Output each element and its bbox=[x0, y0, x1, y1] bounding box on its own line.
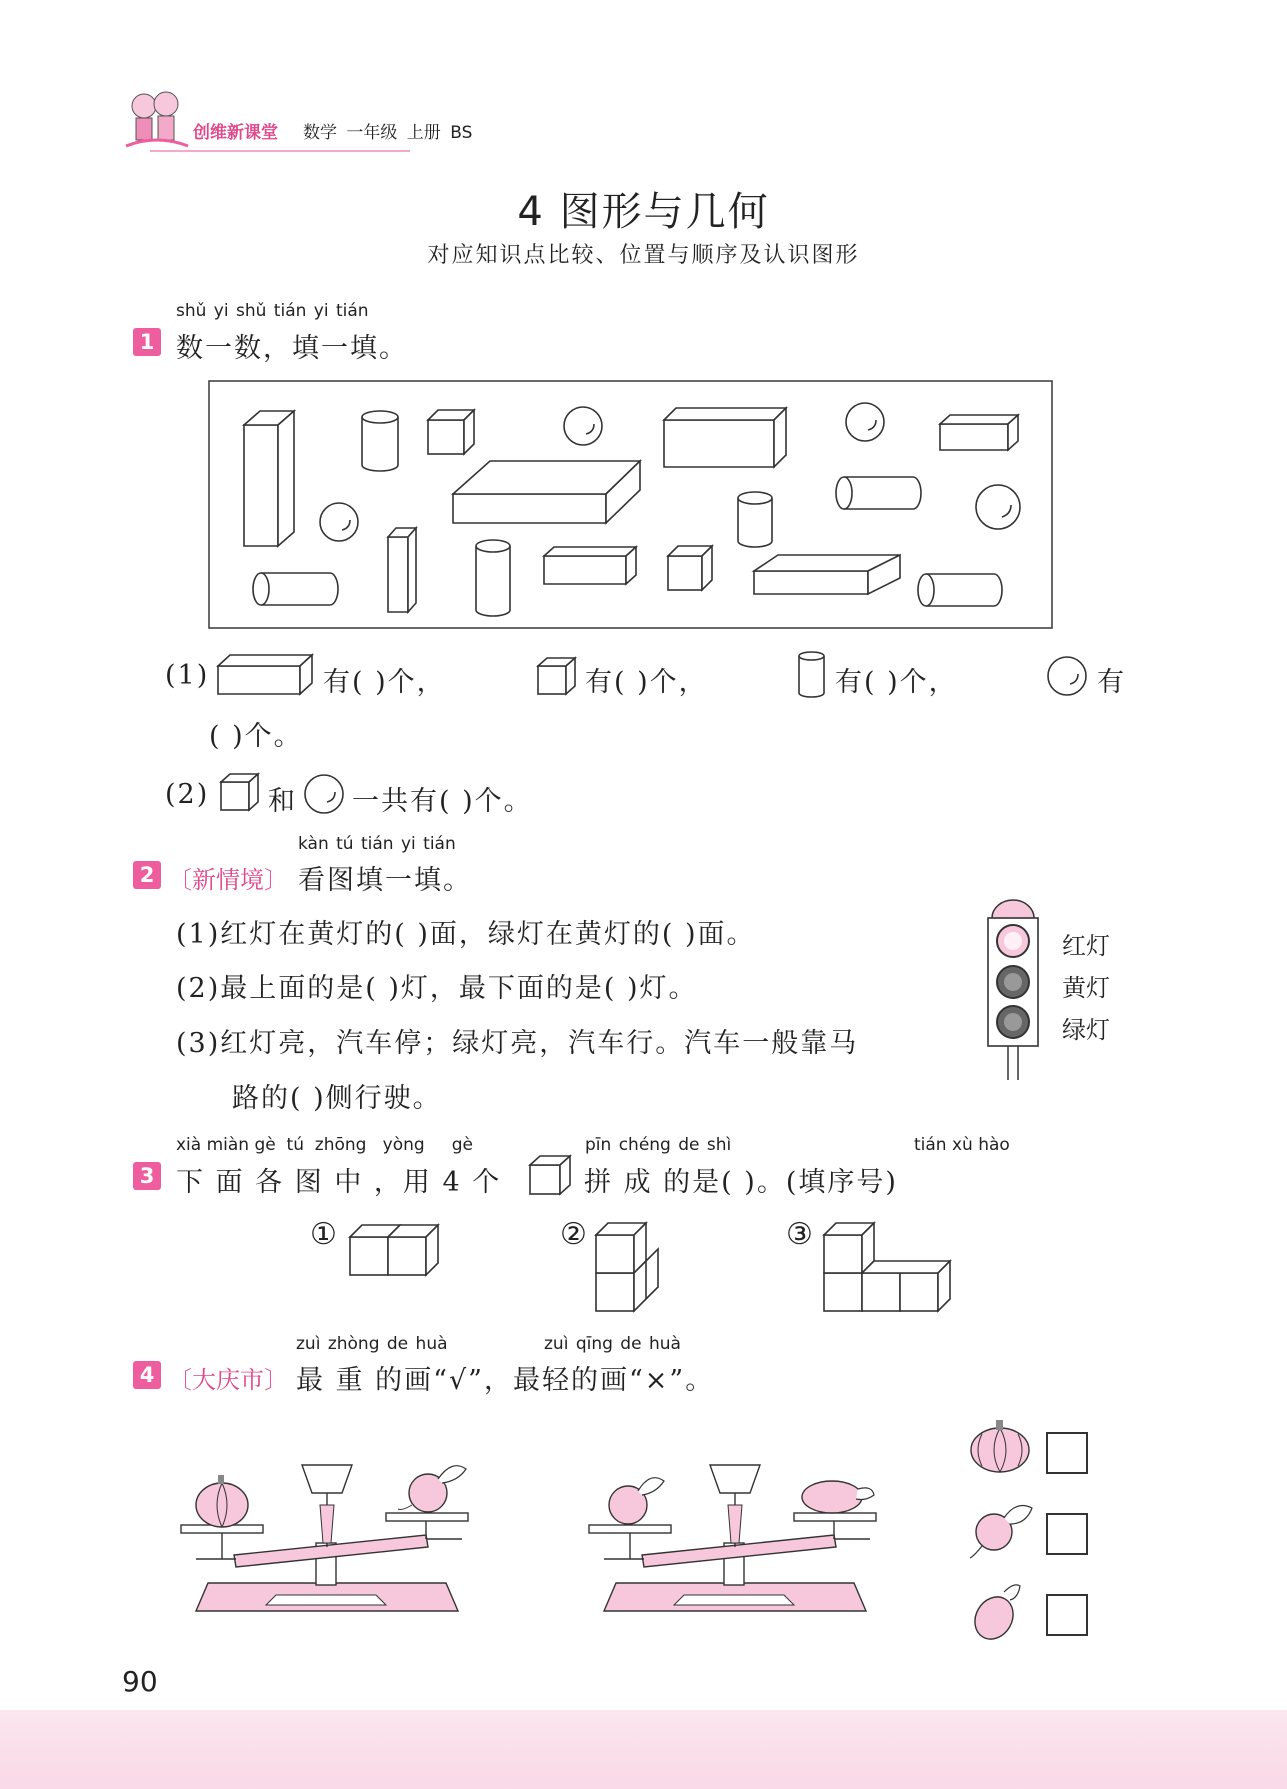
q3-option-2-label: ② bbox=[560, 1217, 589, 1252]
q1-shapes-figure bbox=[208, 380, 1054, 634]
cube-icon bbox=[219, 772, 261, 816]
q1-sub1-blank-sphere: ( )个。 bbox=[209, 721, 303, 752]
q1-sub2-and: 和 bbox=[268, 786, 297, 817]
q1-sub1-label: (1) bbox=[165, 660, 210, 691]
q3-option-1-label: ① bbox=[310, 1217, 339, 1252]
q2-sub2: (2)最上面的是( )灯，最下面的是( )灯。 bbox=[176, 973, 698, 1004]
header-brand: 创维新课堂 bbox=[193, 123, 278, 143]
cylinder-icon bbox=[797, 650, 827, 704]
q2-sub3-line2: 路的( )侧行驶。 bbox=[232, 1083, 442, 1114]
q4-pinyin-a: zuì zhòng de huà bbox=[296, 1334, 448, 1354]
eggplant-answer-box[interactable] bbox=[1046, 1594, 1088, 1636]
q2-tag: 〔新情境〕 bbox=[168, 866, 288, 894]
q4-number-badge: 4 bbox=[133, 1361, 161, 1389]
q3-option-2-figure bbox=[592, 1215, 668, 1319]
traffic-light-figure bbox=[982, 896, 1044, 1086]
q1-sub2-blank: 一共有( )个。 bbox=[352, 786, 533, 817]
cuboid-icon bbox=[216, 652, 314, 700]
q1-number-badge: 1 bbox=[133, 328, 161, 356]
q3-option-3-figure bbox=[820, 1215, 956, 1319]
q3-number-badge: 3 bbox=[133, 1162, 161, 1190]
sphere-icon bbox=[1046, 655, 1088, 701]
q1-sub1-sphere-label: 有 bbox=[1097, 667, 1126, 698]
traffic-light-green-label: 绿灯 bbox=[1062, 1016, 1110, 1044]
footer-band bbox=[0, 1710, 1287, 1789]
q3-instruction-b: 拼 成 的是( )。(填序号) bbox=[584, 1167, 898, 1198]
page-number: 90 bbox=[122, 1665, 158, 1698]
eggplant-icon bbox=[970, 1574, 1030, 1648]
traffic-light-red-label: 红灯 bbox=[1062, 932, 1110, 960]
q4-pinyin-b: zuì qīng de huà bbox=[544, 1334, 681, 1354]
radish-icon bbox=[966, 1498, 1036, 1566]
q4-tag: 〔大庆市〕 bbox=[168, 1366, 288, 1394]
q4-instruction: 最 重 的画“√”，最轻的画“×”。 bbox=[296, 1365, 715, 1396]
q3-pinyin-b: pīn chéng de shì bbox=[585, 1135, 732, 1155]
q1-sub1-blank-cylinder: 有( )个， bbox=[835, 667, 958, 698]
balance-scale-2 bbox=[584, 1455, 884, 1619]
header-book-info: 数学 一年级 上册 BS bbox=[303, 123, 473, 143]
q3-pinyin-a: xià miàn gè tú zhōng yòng gè bbox=[176, 1135, 473, 1155]
q2-number-badge: 2 bbox=[133, 861, 161, 889]
sphere-icon bbox=[303, 773, 345, 819]
q1-sub1-blank-cube: 有( )个， bbox=[585, 667, 708, 698]
header-mascot bbox=[122, 84, 192, 154]
header-divider bbox=[150, 150, 410, 152]
q2-sub3-line1: (3)红灯亮，汽车停；绿灯亮，汽车行。汽车一般靠马 bbox=[176, 1028, 859, 1059]
q1-sub2-label: (2) bbox=[165, 779, 210, 810]
q3-option-3-label: ③ bbox=[786, 1217, 815, 1252]
q3-pinyin-c: tián xù hào bbox=[914, 1135, 1010, 1155]
q3-option-1-figure bbox=[346, 1215, 446, 1283]
q1-sub1-blank-cuboid: 有( )个， bbox=[323, 667, 446, 698]
radish-answer-box[interactable] bbox=[1046, 1513, 1088, 1555]
pumpkin-icon bbox=[968, 1418, 1032, 1478]
balance-scale-1 bbox=[176, 1455, 476, 1619]
q1-instruction: 数一数，填一填。 bbox=[176, 333, 408, 364]
q2-sub1: (1)红灯在黄灯的( )面，绿灯在黄灯的( )面。 bbox=[176, 919, 756, 950]
traffic-light-yellow-label: 黄灯 bbox=[1062, 974, 1110, 1002]
q3-instruction-a: 下 面 各 图 中 ，用 4 个 bbox=[176, 1167, 502, 1198]
pumpkin-answer-box[interactable] bbox=[1046, 1432, 1088, 1474]
q2-pinyin: kàn tú tián yi tián bbox=[298, 834, 456, 854]
cube-icon bbox=[528, 1154, 572, 1200]
page-subtitle: 对应知识点比较、位置与顺序及认识图形 bbox=[427, 243, 860, 268]
q2-instruction: 看图填一填。 bbox=[298, 865, 472, 896]
page-title: 4 图形与几何 bbox=[517, 189, 770, 235]
cube-icon bbox=[536, 656, 578, 700]
q1-pinyin: shǔ yi shǔ tián yi tián bbox=[176, 301, 369, 321]
